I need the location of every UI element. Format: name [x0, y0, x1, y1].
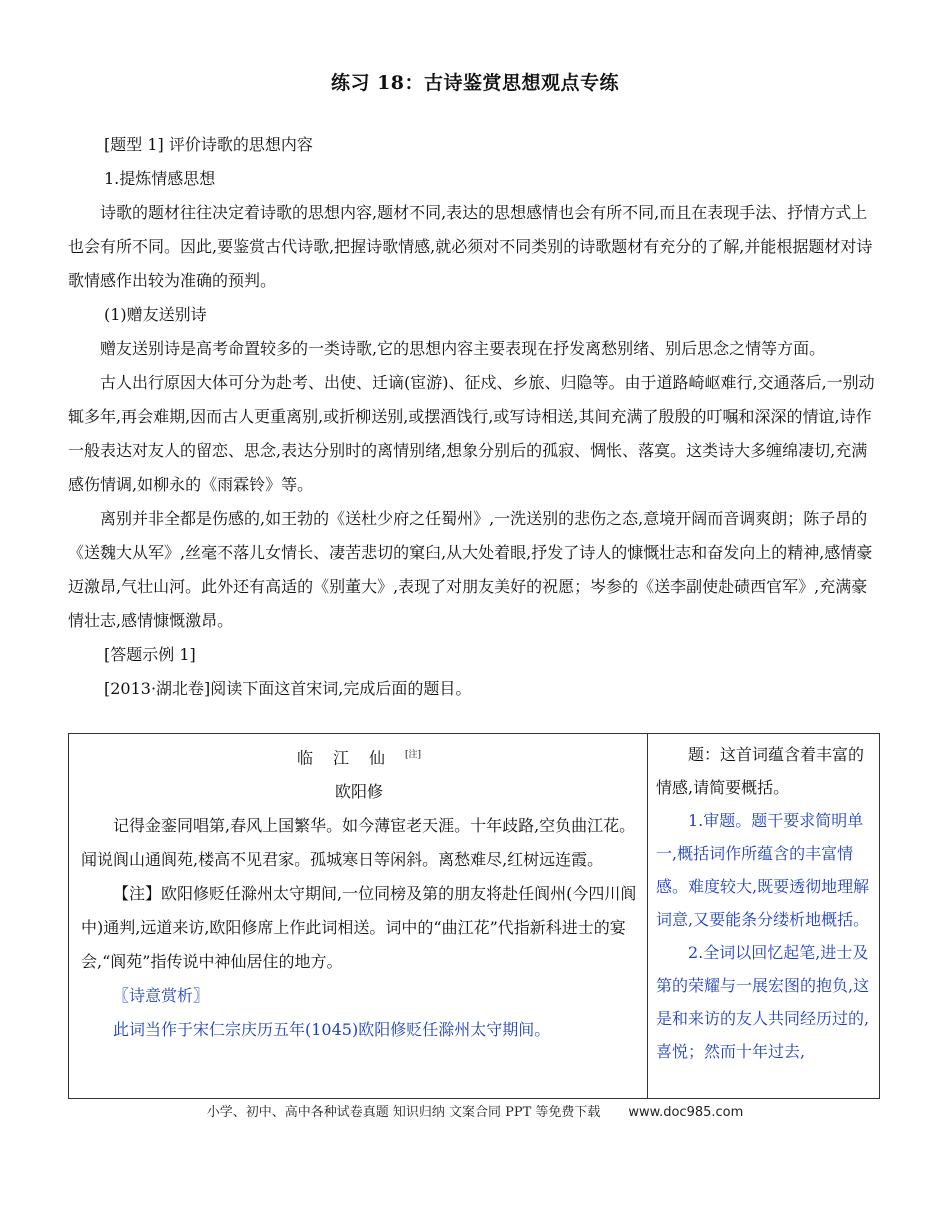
paragraph-4: 离别并非全都是伤感的,如王勃的《送杜少府之任蜀州》,一洗送别的悲伤之态,意境开阔而音调爽朗；陈子昂的《送魏大从军》,丝毫不落儿女情长、凄苦悲切的窠臼,从大处着眼,抒发了诗人的慷慨壮志和奋发向上的精神,感情豪迈激昂,气壮山河。此外还有高适的《别董大》,表现了对朋友美好的祝愿；岑参的《送李副使赴碛西官军》,充满豪情壮志,感情慷慨激昂。 — [68, 509, 873, 630]
step-1: 1.审题。题干要求简明单一,概括词作所蕴含的丰富情感。难度较大,既要透彻地理解词意,又要能条分缕析地概括。 — [656, 811, 870, 929]
subheading-1: 1.提炼情感思想 — [104, 169, 216, 188]
poem-note: 【注】欧阳修贬任滁州太守期间,一位同榜及第的朋友将赴任阆州(今四川阆中)通判,远道来访,欧阳修席上作此词相送。词中的“曲江花”代指新科进士的宴会,“阆苑”指传说中神仙居住的地方。 — [81, 884, 637, 972]
poem-cell — [69, 734, 660, 1099]
footer-url[interactable]: www.doc985.com — [628, 1105, 744, 1120]
poem-text: 记得金銮同唱第,春风上国繁华。如今薄宦老天涯。十年歧路,空负曲江花。 闻说阆山通阆苑,楼高不见君家。孤城寒日等闲斜。离愁难尽,红树远连霞。 — [81, 816, 660, 870]
subheading-2: (1)赠友送别诗 — [104, 305, 207, 324]
footer-text: 小学、初中、高中各种试卷真题 知识归纳 文案合同 PPT 等免费下载 — [206, 1105, 601, 1120]
poem-title — [81, 738, 637, 775]
step-2: 2.全词以回忆起笔,进士及第的荣耀与一展宏图的抱负,这是和来访的友人共同经历过的,喜悦；然而十年过去, — [656, 943, 870, 1061]
example-label: [答题示例 1] — [104, 645, 196, 664]
paragraph-2: 赠友送别诗是高考命置较多的一类诗歌,它的思想内容主要表现在抒发离愁别绪、别后思念之情等方面。 — [100, 339, 826, 358]
main-text — [68, 128, 882, 706]
poem-author: 欧阳修 — [334, 782, 383, 802]
poem-title-text: 临江仙 — [296, 748, 405, 768]
poem-title-note: [注] — [404, 750, 422, 760]
paragraph-1: 诗歌的题材往往决定着诗歌的思想内容,题材不同,表达的思想感情也会有所不同,而且在表现手法、抒情方式上也会有所不同。因此,要鉴赏古代诗歌,把握诗歌情感,就必须对不同类别的诗歌题材有充分的了解,并能根据题材对诗歌情感作出较为准确的预判。 — [68, 203, 873, 290]
analysis-label: 〖诗意赏析〗 — [113, 986, 210, 1006]
example-intro: [2013·湖北卷]阅读下面这首宋词,完成后面的题目。 — [104, 679, 472, 698]
answer-cell — [648, 734, 880, 1099]
question-text: 题：这首词蕴含着丰富的情感,请简要概括。 — [656, 745, 865, 797]
section-heading: [题型 1] 评价诗歌的思想内容 — [104, 135, 313, 154]
footer — [0, 1101, 950, 1120]
analysis-text: 此词当作于宋仁宗庆历五年(1045)欧阳修贬任滁州太守期间。 — [113, 1020, 551, 1040]
paragraph-3: 古人出行原因大体可分为赴考、出使、迁谪(宦游)、征戍、乡旅、归隐等。由于道路崎岖难行,交通落后,一别动辄多年,再会难期,因而古人更重离别,或折柳送别,或摆酒饯行,或写诗相送,其间充满了殷殷的叮嘱和深深的情谊,诗作一般表达对友人的留恋、思念,表达分别时的离情别绪,想象分别后的孤寂、惆怅、落寞。这类诗大多缠绵凄切,充满感伤情调,如柳永的《雨霖铃》等。 — [68, 373, 875, 494]
page-title: 练习 18：古诗鉴赏思想观点专练 — [330, 72, 620, 94]
example-table — [68, 733, 880, 1099]
